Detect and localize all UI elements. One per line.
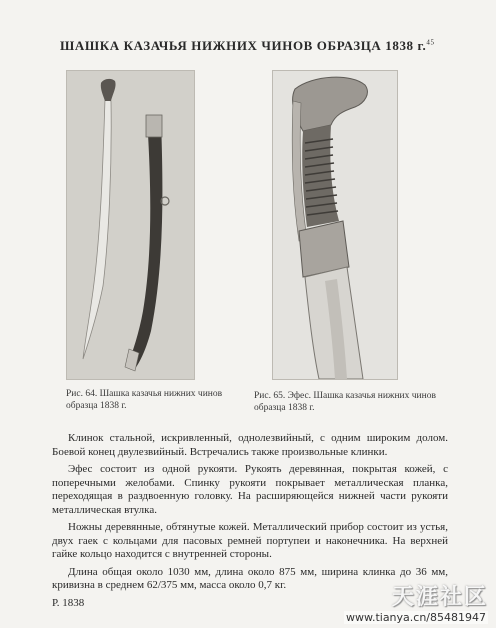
paragraph-cut-off: Р. 1838 [52,596,85,606]
footnote-mark: 45 [426,38,435,47]
paragraph-blade: Клинок стальной, искривленный, однолезвийный, с одним широким долом. Боевой конец двулезвийный. Встречались также произвольные клинки. [52,432,448,458]
page-title [60,38,440,54]
hilt-closeup-illustration [273,71,397,379]
watermark-url: www.tianya.cn/85481947 [345,611,486,624]
figure-64-caption: Рис. 64. Шашка казачья нижних чинов образца 1838 г. [66,389,223,411]
figure-65-caption: Рис. 65. Эфес. Шашка казачья нижних чинов образца 1838 г. [254,391,436,413]
page-title-text: ШАШКА КАЗАЧЬЯ НИЖНИХ ЧИНОВ ОБРАЗЦА 1838 г. [60,38,427,53]
paragraph-dimensions: Длина общая около 1030 мм, длина около 875 мм, ширина клинка до 36 мм, кривизна в среднем 62/375 мм, масса около 0,7 кг. [52,565,448,591]
figure-64-photo [66,70,195,380]
paragraph-hilt: Эфес состоит из одной рукояти. Рукоять деревянная, покрытая кожей, с поперечными желобами. Спинку рукояти покрывает металлическая планка, переходящая в раздвоенную головку. На расширяющейся нижней части рукояти металлическая втулка. [52,463,448,516]
watermark-logo: 天涯社区 [391,585,488,610]
figure-65-photo [272,70,398,380]
paragraph-scabbard: Ножны деревянные, обтянутые кожей. Металлический прибор состоит из устья, двух гаек с кольцами для пасовых ремней портупеи и наконечника. На верхней гайке кольцо находится с внутренней стороны. [52,521,448,560]
saber-and-scabbard-illustration [67,71,194,379]
watermark [344,580,488,624]
